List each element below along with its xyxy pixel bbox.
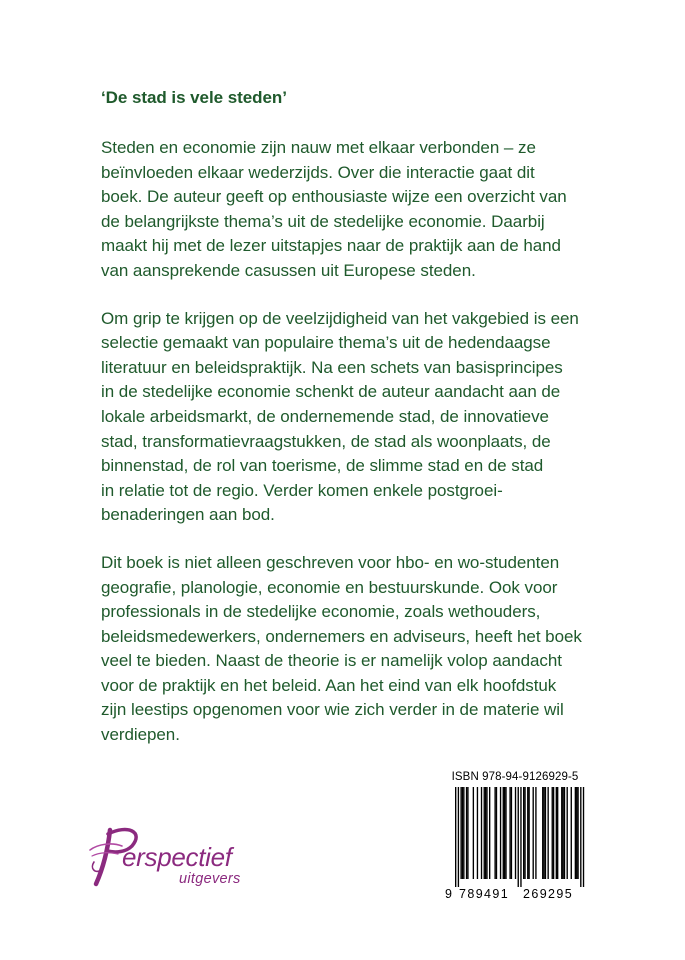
barcode-bar (580, 787, 581, 887)
barcode-bar (561, 787, 562, 879)
barcode-bar (520, 787, 521, 887)
barcode-bar (496, 787, 497, 879)
barcode-bar (545, 787, 546, 879)
publisher-name: erspectief (122, 842, 232, 872)
barcode-bar (562, 787, 563, 879)
publisher-logo (88, 820, 258, 890)
barcode-bar (543, 787, 544, 879)
barcode-bar (489, 787, 490, 879)
barcode-bar (509, 787, 510, 879)
publisher-subline: uitgevers (179, 871, 241, 887)
isbn-barcode-block (445, 771, 585, 903)
barcode-digits (445, 887, 585, 903)
barcode-bar (458, 787, 459, 887)
barcode-bar (477, 787, 478, 879)
barcode-bar (547, 787, 548, 879)
barcode-bar (505, 787, 506, 879)
blurb-column (101, 86, 621, 771)
barcode-bar (524, 787, 525, 879)
barcode-bar (460, 787, 461, 879)
isbn-label: ISBN 978-94-9126929-5 (451, 771, 579, 783)
barcode-bar (518, 787, 519, 887)
barcode-bar (527, 787, 528, 879)
barcode-bar (473, 787, 474, 879)
barcode-digit-first: 9 (445, 887, 452, 901)
barcode-bar (575, 787, 576, 879)
barcode-bar (533, 787, 534, 879)
blurb-paragraph-1: Steden en economie zijn nauw met elkaar verbonden – ze beïnvloeden elkaar wederzijds. Over die interactie gaat dit boek. De auteur geeft op enthousiaste wijze een overzicht van de belangrijkste thema’s uit de stedelijke economie. Daarbij maakt hij met de lezer uitstapjes naar de praktijk aan de hand van aansprekende casussen uit Europese steden. (101, 138, 567, 280)
barcode-digits-right: 269295 (523, 887, 574, 901)
barcode-bar (494, 787, 495, 879)
barcode-bar (455, 787, 456, 887)
barcode-bar (571, 787, 572, 879)
barcode-bar (485, 787, 486, 879)
barcode-bar (500, 787, 501, 879)
barcode-bar (462, 787, 463, 879)
barcode-bar (553, 787, 554, 879)
barcode-bar (486, 787, 487, 879)
barcode-bar (463, 787, 464, 879)
barcode-bar (504, 787, 505, 879)
barcode-bar (523, 787, 524, 879)
barcode-digits-left: 789491 (459, 887, 510, 901)
barcode-bar (511, 787, 512, 879)
barcode-image (445, 787, 585, 887)
barcode-bar (528, 787, 529, 879)
barcode-bar (556, 787, 557, 879)
barcode-bar (515, 787, 516, 879)
barcode-bar (467, 787, 468, 879)
barcode-bar (481, 787, 482, 879)
barcode-bar (583, 787, 584, 887)
barcode-bar (577, 787, 578, 879)
blurb-heading: ‘De stad is vele steden’ (101, 88, 287, 107)
blurb-paragraph-3: Dit boek is niet alleen geschreven voor hbo- en wo-studenten geografie, planologie, economie en bestuurskunde. Ook voor professionals in de stedelijke economie, zoals wethouders, beleidsmedewerkers, ondernemers en adviseurs, heeft het boek veel te bieden. Naast de theorie is er namelijk volop aandacht voor de praktijk en het beleid. Aan het eind van elk hoofdstuk zijn leestips opgenomen voor wie zich verder in de materie wil verdiepen. (101, 552, 582, 745)
barcode-bar (542, 787, 543, 879)
barcode-bar (567, 787, 568, 879)
barcode-bar (576, 787, 577, 879)
barcode-bar (552, 787, 553, 879)
barcode-bar (564, 787, 565, 879)
barcode-bar (503, 787, 504, 879)
barcode-bar (535, 787, 536, 879)
barcode-bar (484, 787, 485, 879)
blurb-paragraph-2: Om grip te krijgen op de veelzijdigheid van het vakgebied is een selectie gemaakt van populaire thema’s uit de hedendaagse literatuur en beleidspraktijk. Na een schets van basisprincipes in de stedelijke economie schenkt de auteur aandacht aan de lokale arbeidsmarkt, de ondernemende stad, de innovatieve stad, transformatievraagstukken, de stad als woonplaats, de binnenstad, de rol van toerisme, de slimme stad en de stad in relatie tot de regio. Verder komen enkele postgroei- benaderingen aan bod. (101, 308, 579, 525)
barcode-bar (466, 787, 467, 879)
barcode-bar (557, 787, 558, 879)
